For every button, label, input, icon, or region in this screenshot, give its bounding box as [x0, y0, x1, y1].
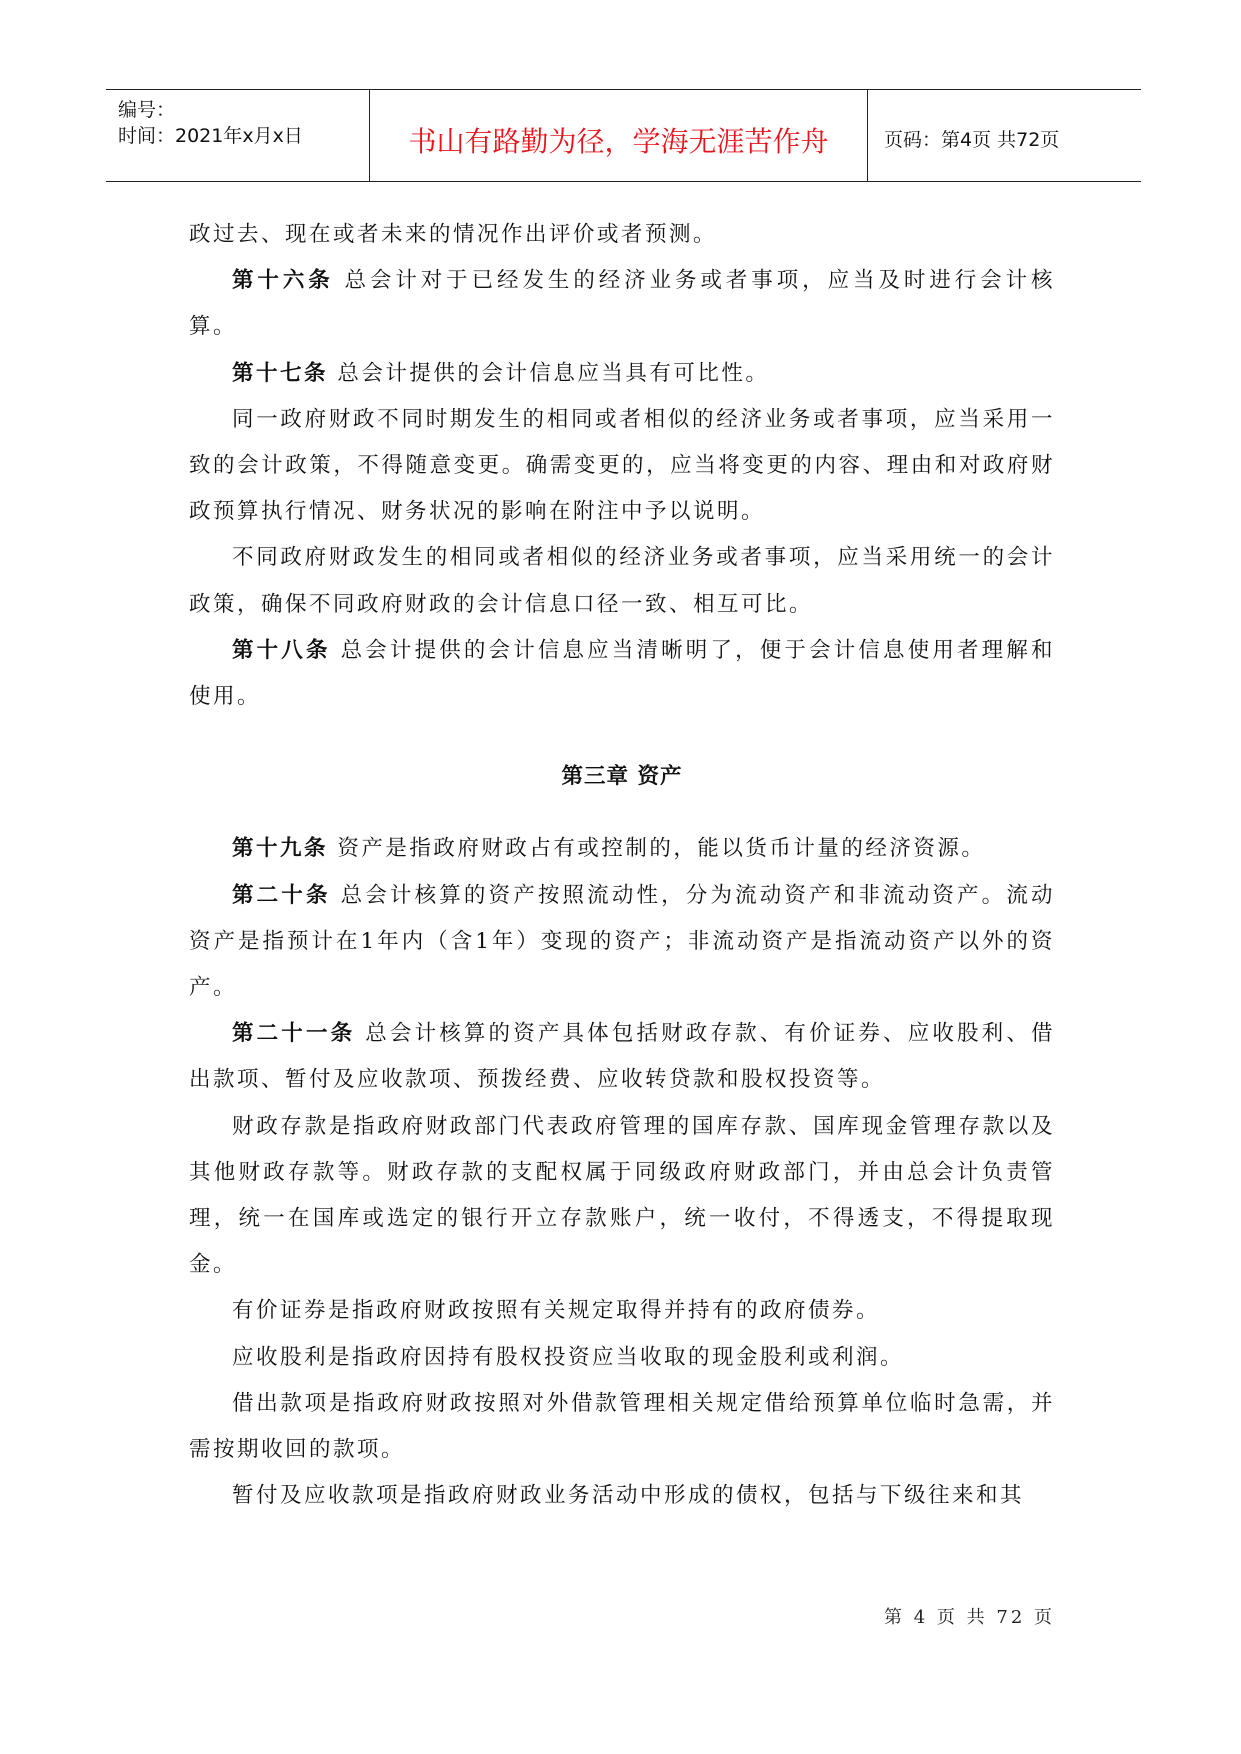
paragraph: 应收股利是指政府因持有股权投资应当收取的现金股利或利润。	[232, 1344, 905, 1370]
paragraph: 不同政府财政发生的相同或者相似的经济业务或者事项，应当采用统一的会计政策，确保不同政府财政的会计信息口径一致、相互可比。	[189, 545, 1055, 617]
article-20: 第二十条 总会计核算的资产按照流动性，分为流动资产和非流动资产。流动资产是指预计在1年内（含1年）变现的资产；非流动资产是指流动资产以外的资产。	[189, 882, 1055, 1001]
header-motto-cell	[370, 90, 868, 181]
article-heading: 第二十条	[232, 882, 331, 908]
paragraph: 同一政府财政不同时期发生的相同或者相似的经济业务或者事项，应当采用一致的会计政策，不得随意变更。确需变更的，应当将变更的内容、理由和对政府财政预算执行情况、财务状况的影响在附注中予以说明。	[189, 406, 1055, 525]
paragraph: 借出款项是指政府财政按照对外借款管理相关规定借给预算单位临时急需，并需按期收回的款项。	[189, 1390, 1055, 1463]
article-17: 第十七条 总会计提供的会计信息应当具有可比性。	[232, 360, 770, 386]
paragraph: 暂付及应收款项是指政府财政业务活动中形成的债权，包括与下级往来和其	[232, 1483, 1025, 1509]
page-footer: 第 4 页 共 72 页	[884, 1607, 1055, 1628]
header-meta-cell	[106, 90, 370, 181]
paragraph: 财政存款是指政府财政部门代表政府管理的国库存款、国库现金管理存款以及其他财政存款等。财政存款的支配权属于同级政府财政部门，并由总会计负责管理，统一在国库或选定的银行开立存款账户，统一收付，不得透支，不得提取现金。	[189, 1113, 1055, 1278]
header-motto: 书山有路勤为径，学海无涯苦作舟	[408, 125, 829, 158]
article-heading: 第十九条	[232, 836, 329, 862]
article-19: 第十九条 资产是指政府财政占有或控制的，能以货币计量的经济资源。	[232, 836, 986, 862]
article-16: 第十六条 总会计对于已经发生的经济业务或者事项，应当及时进行会计核算。	[189, 268, 1055, 340]
header-page-cell	[868, 90, 1141, 181]
paragraph: 政过去、现在或者未来的情况作出评价或者预测。	[189, 222, 718, 247]
paragraph: 有价证券是指政府财政按照有关规定取得并持有的政府债券。	[232, 1298, 881, 1324]
article-heading: 第十六条	[232, 268, 334, 294]
document-number-label: 编号：	[118, 99, 176, 121]
chapter-title: 第三章 资产	[561, 764, 683, 790]
article-heading: 第十八条	[232, 637, 331, 663]
article-heading: 第十七条	[232, 360, 329, 386]
page-header	[106, 89, 1141, 182]
article-18: 第十八条 总会计提供的会计信息应当清晰明了，便于会计信息使用者理解和使用。	[189, 637, 1055, 710]
document-date: 时间：2021年x月x日	[118, 125, 303, 147]
document-body	[189, 212, 1055, 1519]
article-heading: 第二十一条	[232, 1021, 356, 1047]
article-21: 第二十一条 总会计核算的资产具体包括财政存款、有价证券、应收股利、借出款项、暂付及应收款项、预拨经费、应收转贷款和股权投资等。	[189, 1021, 1055, 1093]
header-page-info: 页码：第4页 共72页	[884, 129, 1060, 151]
